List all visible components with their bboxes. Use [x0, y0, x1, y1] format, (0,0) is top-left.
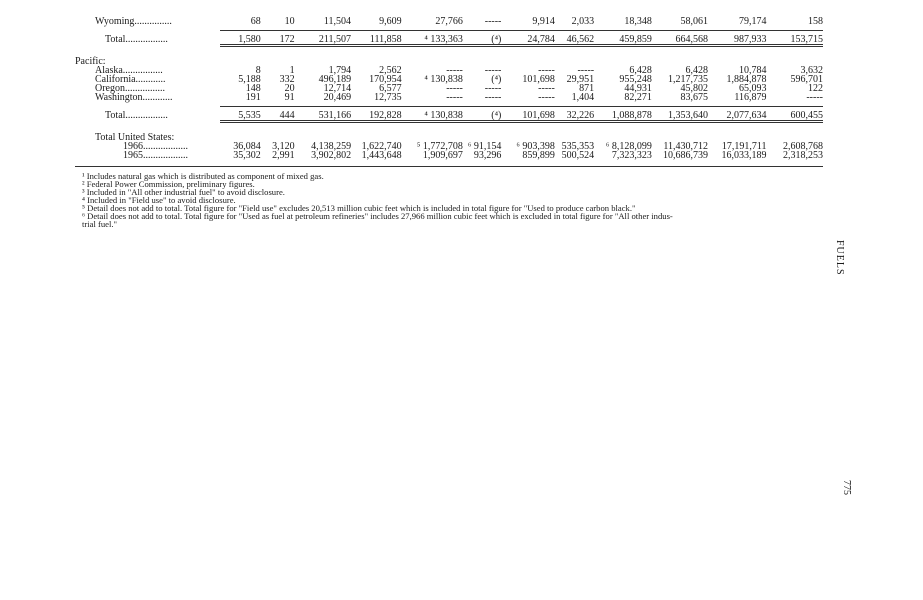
row-label: Total United States: — [95, 132, 175, 143]
table-cell: 29,951 — [566, 74, 595, 85]
table-cell: 531,166 — [318, 110, 352, 121]
table-cell: (⁴) — [491, 34, 502, 45]
table-cell: 664,568 — [675, 34, 708, 45]
table-cell: 4,138,259 — [311, 141, 352, 152]
table-cell: 2,033 — [571, 16, 595, 27]
table-cell: ----- — [446, 83, 463, 94]
table-cell: 170,954 — [369, 74, 402, 85]
table-cell: 987,933 — [733, 34, 767, 45]
table-cell: ----- — [446, 65, 463, 76]
row-label: Washington............ — [95, 92, 173, 103]
table-row — [75, 17, 823, 26]
table-cell: 535,353 — [561, 141, 595, 152]
table-cell: 24,784 — [527, 34, 555, 45]
table-cell: 191 — [245, 92, 261, 103]
table-cell: 1,443,648 — [361, 150, 402, 161]
page-number: 775 — [841, 480, 852, 495]
table-cell: 45,802 — [680, 83, 708, 94]
table-row — [75, 35, 823, 46]
table-cell: 1,353,640 — [668, 110, 708, 121]
table-cell: 3,120 — [272, 141, 295, 152]
table-cell: 1,404 — [571, 92, 595, 103]
table-cell: 3,632 — [800, 65, 823, 76]
table-cell: 9,609 — [379, 16, 402, 27]
footnote: trial fuel." — [82, 219, 118, 229]
table-cell: 1,794 — [328, 65, 352, 76]
table-cell: 2,562 — [379, 65, 402, 76]
table-cell: 1,088,878 — [611, 110, 652, 121]
table-cell: 148 — [245, 83, 261, 94]
table-cell: ⁴ 130,838 — [424, 110, 463, 121]
table-cell: 116,879 — [734, 92, 767, 103]
table-cell: 10 — [284, 16, 295, 27]
table-cell: 859,899 — [522, 150, 555, 161]
table-cell: 1,622,740 — [361, 141, 402, 152]
row-label: 1965.................. — [123, 150, 188, 161]
table-cell: 3,902,802 — [311, 150, 352, 161]
table-cell: 5,535 — [238, 110, 261, 121]
table-cell: 44,931 — [624, 83, 652, 94]
table-cell: 35,302 — [233, 150, 261, 161]
table-cell: 7,323,323 — [611, 150, 652, 161]
table-cell: ----- — [577, 65, 595, 76]
footnote: ³ Included in "All other industrial fuel" to avoid disclosure. — [82, 187, 285, 197]
table-cell: 65,093 — [738, 83, 767, 94]
table-cell: (⁴) — [491, 74, 502, 85]
row-label: Alaska................ — [95, 65, 163, 76]
row-label: 1966.................. — [123, 141, 188, 152]
row-label: Total................. — [105, 110, 168, 121]
table-cell: 459,859 — [619, 34, 652, 45]
table-cell: ----- — [484, 16, 502, 27]
table-cell: 211,507 — [318, 34, 352, 45]
table-cell: 1,580 — [238, 34, 261, 45]
table-cell: ⁴ 130,838 — [424, 74, 463, 85]
table-cell: 10,784 — [738, 65, 767, 76]
table-cell: ----- — [806, 92, 823, 103]
table-cell: 17,191,711 — [721, 141, 767, 152]
table-cell: 91 — [284, 92, 295, 103]
table-cell: 6,577 — [379, 83, 402, 94]
gas-consumption-table — [75, 17, 823, 167]
table-cell: 82,271 — [624, 92, 652, 103]
table-cell: ----- — [484, 65, 502, 76]
table-cell: 32,226 — [566, 110, 595, 121]
table-cell: 2,318,253 — [783, 150, 823, 161]
table-cell: 58,061 — [680, 16, 708, 27]
row-label: Total................. — [105, 34, 168, 45]
table-cell: ----- — [538, 92, 555, 103]
table-cell: ⁴ 133,363 — [424, 34, 463, 45]
table-cell: 83,675 — [680, 92, 708, 103]
table-cell: 27,766 — [435, 16, 463, 27]
table-cell: 11,430,712 — [663, 141, 708, 152]
table-cell: ⁶ 91,154 — [467, 141, 502, 152]
table-cell: 1,217,735 — [668, 74, 708, 85]
row-label: Pacific: — [75, 56, 106, 67]
table-cell: 46,562 — [566, 34, 595, 45]
table-cell: 172 — [279, 34, 295, 45]
table-cell: 12,735 — [374, 92, 402, 103]
table-cell: 332 — [279, 74, 295, 85]
table-cell: 12,714 — [323, 83, 352, 94]
table-cell: 16,033,189 — [721, 150, 767, 161]
table-cell: 9,914 — [532, 16, 555, 27]
table-cell: 1,909,697 — [422, 150, 463, 161]
row-label: Oregon................ — [95, 83, 165, 94]
footnote: ⁶ Detail does not add to total. Total figure for "Used as fuel at petroleum refineries" includes 27,966 million cubic feet which is excluded in total figure for "All other indus- — [82, 211, 673, 221]
table-cell: 10,686,739 — [663, 150, 708, 161]
table-cell: 6,428 — [629, 65, 652, 76]
footnote: ² Federal Power Commission, preliminary figures. — [82, 179, 255, 189]
table-cell: ⁶ 8,128,099 — [605, 141, 652, 152]
table-cell: 2,077,634 — [726, 110, 767, 121]
table-cell: 93,296 — [473, 150, 502, 161]
table-cell: 20,469 — [323, 92, 352, 103]
table-cell: 600,455 — [790, 110, 823, 121]
table-row — [75, 93, 823, 102]
table-cell: 5,188 — [238, 74, 261, 85]
table-row — [75, 111, 823, 122]
table-cell: ----- — [538, 65, 555, 76]
table-cell: 496,189 — [318, 74, 352, 85]
table-cell: 596,701 — [790, 74, 823, 85]
table-cell: 79,174 — [738, 16, 767, 27]
table-row — [75, 151, 823, 160]
footnote: ⁴ Included in "Field use" to avoid disclosure. — [82, 195, 236, 205]
table-cell: 101,698 — [522, 110, 555, 121]
table-cell: 2,608,768 — [783, 141, 823, 152]
table-cell: (⁴) — [491, 110, 502, 121]
table-cell: ⁶ 903,398 — [516, 141, 555, 152]
table-cell: 500,524 — [561, 150, 595, 161]
table-cell: 158 — [808, 16, 823, 27]
table-cell: ⁵ 1,772,708 — [416, 141, 463, 152]
table-cell: 871 — [579, 83, 595, 94]
table-cell: 11,504 — [323, 16, 352, 27]
table-cell: 122 — [808, 83, 823, 94]
table-cell: 20 — [284, 83, 295, 94]
table-cell: 153,715 — [790, 34, 823, 45]
table-cell: ----- — [446, 92, 463, 103]
table-cell: 101,698 — [522, 74, 555, 85]
table-cell: ----- — [484, 92, 502, 103]
table-cell: 1 — [289, 65, 295, 76]
table-cell: 36,084 — [233, 141, 261, 152]
running-head: FUELS — [834, 240, 845, 276]
table-cell: ----- — [538, 83, 555, 94]
table-cell: 8 — [255, 65, 261, 76]
row-label: California............ — [95, 74, 166, 85]
table-cell: ----- — [484, 83, 502, 94]
footnote: ¹ Includes natural gas which is distributed as component of mixed gas. — [82, 171, 324, 181]
table-cell: 955,248 — [619, 74, 652, 85]
table-cell: 192,828 — [369, 110, 402, 121]
footnotes — [82, 172, 822, 228]
table-cell: 111,858 — [369, 34, 402, 45]
table-cell: 6,428 — [685, 65, 708, 76]
table-cell: 68 — [250, 16, 261, 27]
table-cell: 444 — [279, 110, 295, 121]
row-label: Wyoming............... — [95, 16, 172, 27]
table-cell: 2,991 — [272, 150, 295, 161]
table-cell: 18,348 — [624, 16, 652, 27]
footnote: ⁵ Detail does not add to total. Total figure for "Field use" excludes 20,513 million cubic feet which is included in total figure for "Used to produce carbon black." — [82, 203, 636, 213]
table-cell: 1,884,878 — [726, 74, 767, 85]
